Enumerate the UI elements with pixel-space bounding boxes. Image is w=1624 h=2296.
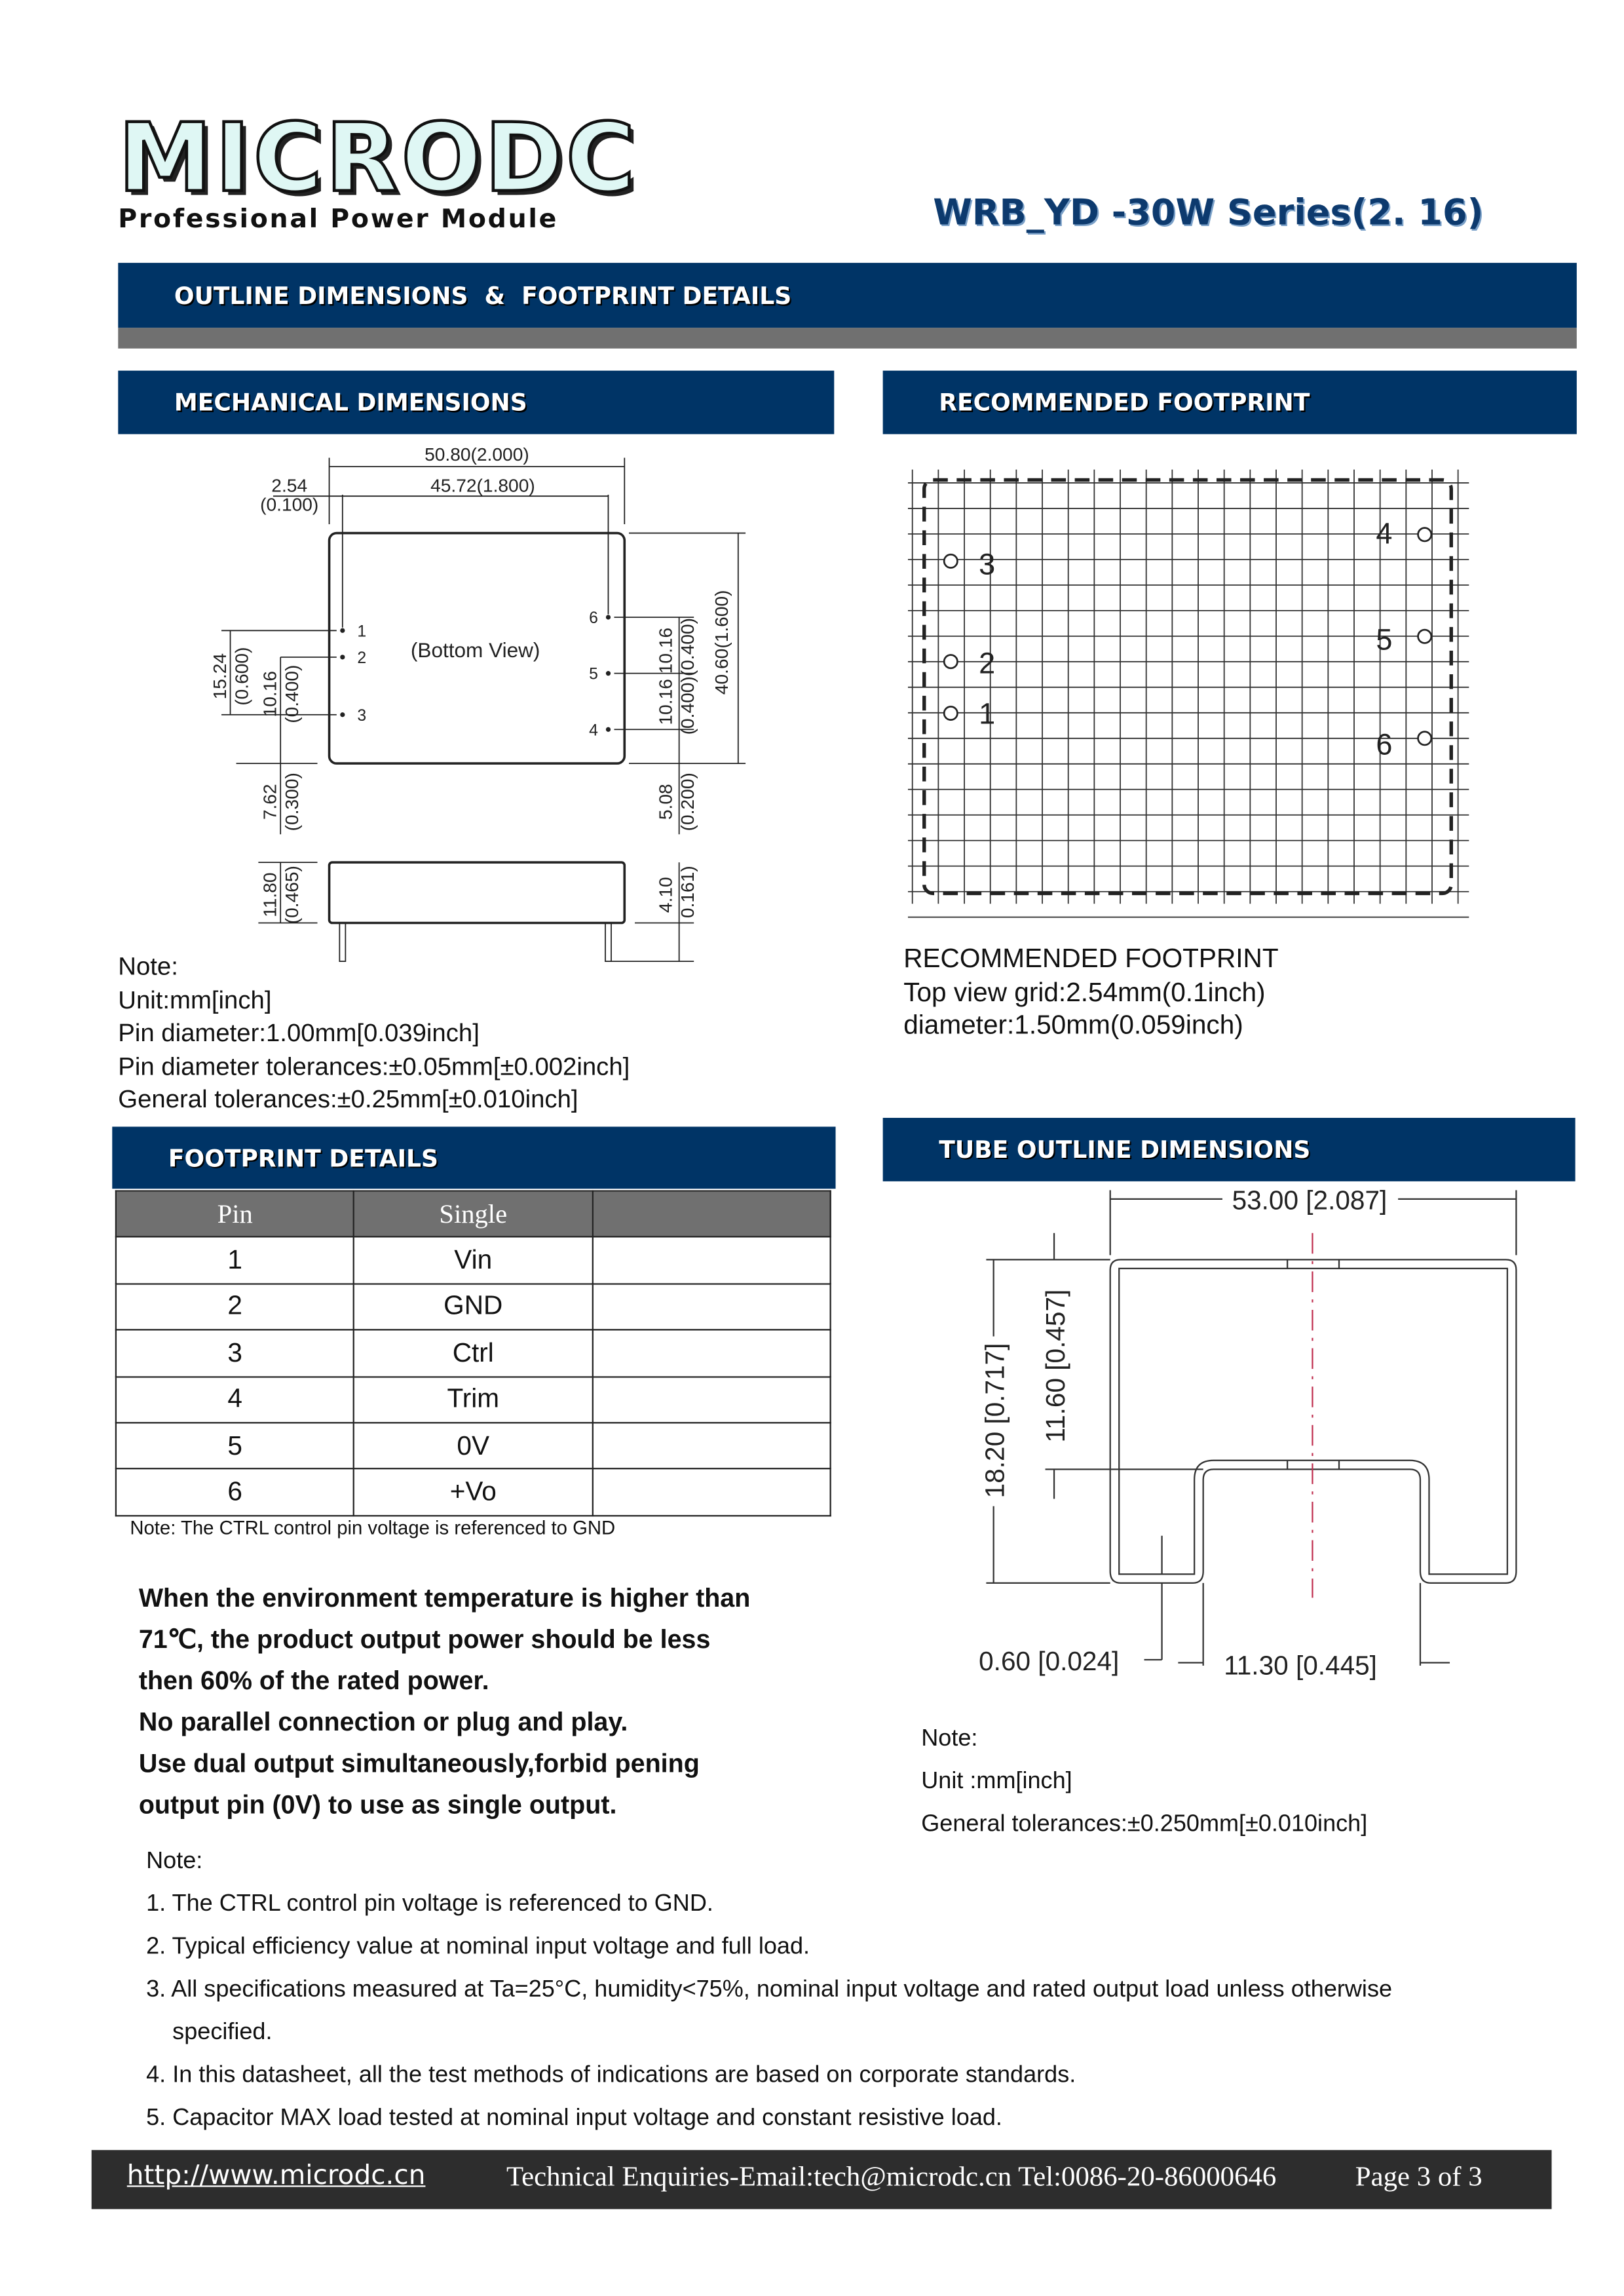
notes-title: Note: — [146, 1848, 203, 1874]
dim-10-right-mm: 10.16 10.16 — [655, 627, 676, 725]
note-item: 5. Capacitor MAX load tested at nominal input voltage and constant resistive load. — [146, 2105, 1002, 2131]
tube-thickness-label: 0.60 [0.024] — [979, 1645, 1120, 1676]
note-item: 2. Typical efficiency value at nominal input voltage and full load. — [146, 1934, 810, 1960]
cell: +Vo — [354, 1469, 592, 1516]
dim-thick-mm: 11.80 — [259, 872, 280, 917]
table-note: Note: The CTRL control pin voltage is referenced to GND — [130, 1516, 616, 1539]
pin-label-6: 6 — [589, 609, 598, 628]
cell: 0V — [354, 1423, 592, 1469]
warning-line: No parallel connection or plug and play. — [138, 1707, 628, 1737]
pin-label-1: 1 — [357, 622, 367, 641]
dim-width-total: 50.80(2.000) — [425, 444, 529, 465]
cell: 2 — [116, 1284, 354, 1330]
banner-title: OUTLINE DIMENSIONS & FOOTPRINT DETAILS — [174, 281, 792, 310]
cell: 4 — [116, 1376, 354, 1423]
pin-label-4: 4 — [589, 721, 598, 740]
tube-width-label: 53.00 [2.087] — [1232, 1185, 1388, 1215]
tube-note-line: General tolerances:±0.250mm[±0.010inch] — [921, 1812, 1368, 1837]
contact-info: Technical Enquiries-Email:tech@microdc.cn Tel:0086-20-86000646 — [506, 2162, 1277, 2193]
warning-line: When the environment temperature is higher than — [138, 1582, 751, 1613]
dim-15-in: (0.600) — [231, 647, 252, 706]
cell: Trim — [354, 1376, 592, 1423]
tube-title: TUBE OUTLINE DIMENSIONS — [939, 1136, 1311, 1164]
warning-line: 71℃, the product output power should be less — [138, 1624, 711, 1655]
dim-edge-in: (0.100) — [260, 494, 319, 515]
note-line: Note: — [118, 952, 178, 981]
dim-10-left-mm: 10.16 — [259, 670, 280, 718]
pin-label-5: 5 — [589, 665, 598, 683]
col-header-single: Single — [354, 1191, 592, 1238]
cell: Vin — [354, 1237, 592, 1284]
note-line: General tolerances:±0.25mm[±0.010inch] — [118, 1085, 578, 1114]
page-footer — [92, 2150, 1552, 2209]
dim-762-mm: 7.62 — [259, 784, 280, 820]
tube-note-line: Unit :mm[inch] — [921, 1769, 1072, 1795]
website-link[interactable]: http://www.microdc.cn — [126, 2160, 426, 2192]
tube-height-label: 18.20 [0.717] — [979, 1343, 1010, 1499]
pin-label-3: 3 — [357, 706, 367, 725]
caption-line: Top view grid:2.54mm(0.1inch) — [903, 976, 1266, 1006]
fp-pin-6: 6 — [1376, 727, 1393, 761]
warning-line: Use dual output simultaneously,forbid pening — [138, 1748, 700, 1778]
footprint-details-title: FOOTPRINT DETAILS — [168, 1143, 439, 1172]
dim-15-mm: 15.24 — [209, 653, 230, 700]
dim-508-mm: 5.08 — [655, 784, 676, 820]
fp-pin-5: 5 — [1376, 622, 1393, 657]
logo-tagline: Professional Power Module — [118, 205, 559, 235]
col-header-pin: Pin — [116, 1191, 354, 1238]
fp-pin-1: 1 — [979, 697, 996, 731]
microdc-logo: MICRODC — [118, 105, 639, 214]
mechanical-title: MECHANICAL DIMENSIONS — [174, 388, 527, 417]
dim-pinlen-in: 0.161) — [677, 866, 698, 919]
cell: 3 — [116, 1330, 354, 1377]
dim-10-left-in: (0.400) — [282, 664, 303, 723]
cell: Ctrl — [354, 1330, 592, 1377]
caption-line: diameter:1.50mm(0.059inch) — [903, 1010, 1243, 1040]
tube-notch-label: 11.30 [0.445] — [1224, 1650, 1377, 1681]
note-item: specified. — [146, 2019, 273, 2046]
dim-10-right-in: (0.400)(0.400) — [677, 617, 698, 735]
pin-label-2: 2 — [357, 649, 367, 667]
fp-pin-4: 4 — [1376, 516, 1393, 550]
dim-pinlen-mm: 4.10 — [655, 877, 676, 913]
cell: 5 — [116, 1423, 354, 1469]
page-number: Page 3 of 3 — [1355, 2162, 1482, 2193]
dim-762-in: (0.300) — [282, 773, 303, 832]
cell: 6 — [116, 1469, 354, 1516]
footprint-title: RECOMMENDED FOOTPRINT — [939, 388, 1310, 417]
note-item: 1. The CTRL control pin voltage is referenced to GND. — [146, 1891, 713, 1917]
caption-line: RECOMMENDED FOOTPRINT — [903, 944, 1279, 974]
tube-inner-height-label: 11.60 [0.457] — [1040, 1289, 1070, 1443]
note-line: Pin diameter tolerances:±0.05mm[±0.002inch] — [118, 1052, 630, 1081]
general-notes — [146, 1840, 1392, 2139]
tube-notes — [921, 1717, 1367, 1846]
dim-edge-mm: 2.54 — [271, 475, 308, 496]
cell: GND — [354, 1284, 592, 1330]
warning-line: then 60% of the rated power. — [138, 1666, 489, 1696]
warning-line: output pin (0V) to use as single output. — [138, 1789, 617, 1820]
series-title: WRB_YD -30W Series(2. 16) — [933, 191, 1484, 234]
dim-pin-span: 45.72(1.800) — [430, 475, 535, 496]
note-item: 4. In this datasheet, all the test methods of indications are based on corporate standards. — [146, 2063, 1076, 2088]
note-line: Unit:mm[inch] — [118, 985, 272, 1014]
note-item: 3. All specifications measured at Ta=25°C, humidity<75%, nominal input voltage and rated output load unless otherwise — [146, 1977, 1393, 2002]
dim-height-total: 40.60(1.600) — [711, 590, 732, 695]
cell: 1 — [116, 1237, 354, 1284]
bottom-view-label: (Bottom View) — [410, 638, 540, 662]
dim-508-in: (0.200) — [677, 773, 698, 832]
tube-note-line: Note: — [921, 1726, 978, 1751]
note-line: Pin diameter:1.00mm[0.039inch] — [118, 1018, 480, 1047]
fp-pin-2: 2 — [979, 646, 996, 680]
fp-pin-3: 3 — [979, 547, 996, 581]
dim-thick-in: (0.465) — [282, 866, 303, 925]
